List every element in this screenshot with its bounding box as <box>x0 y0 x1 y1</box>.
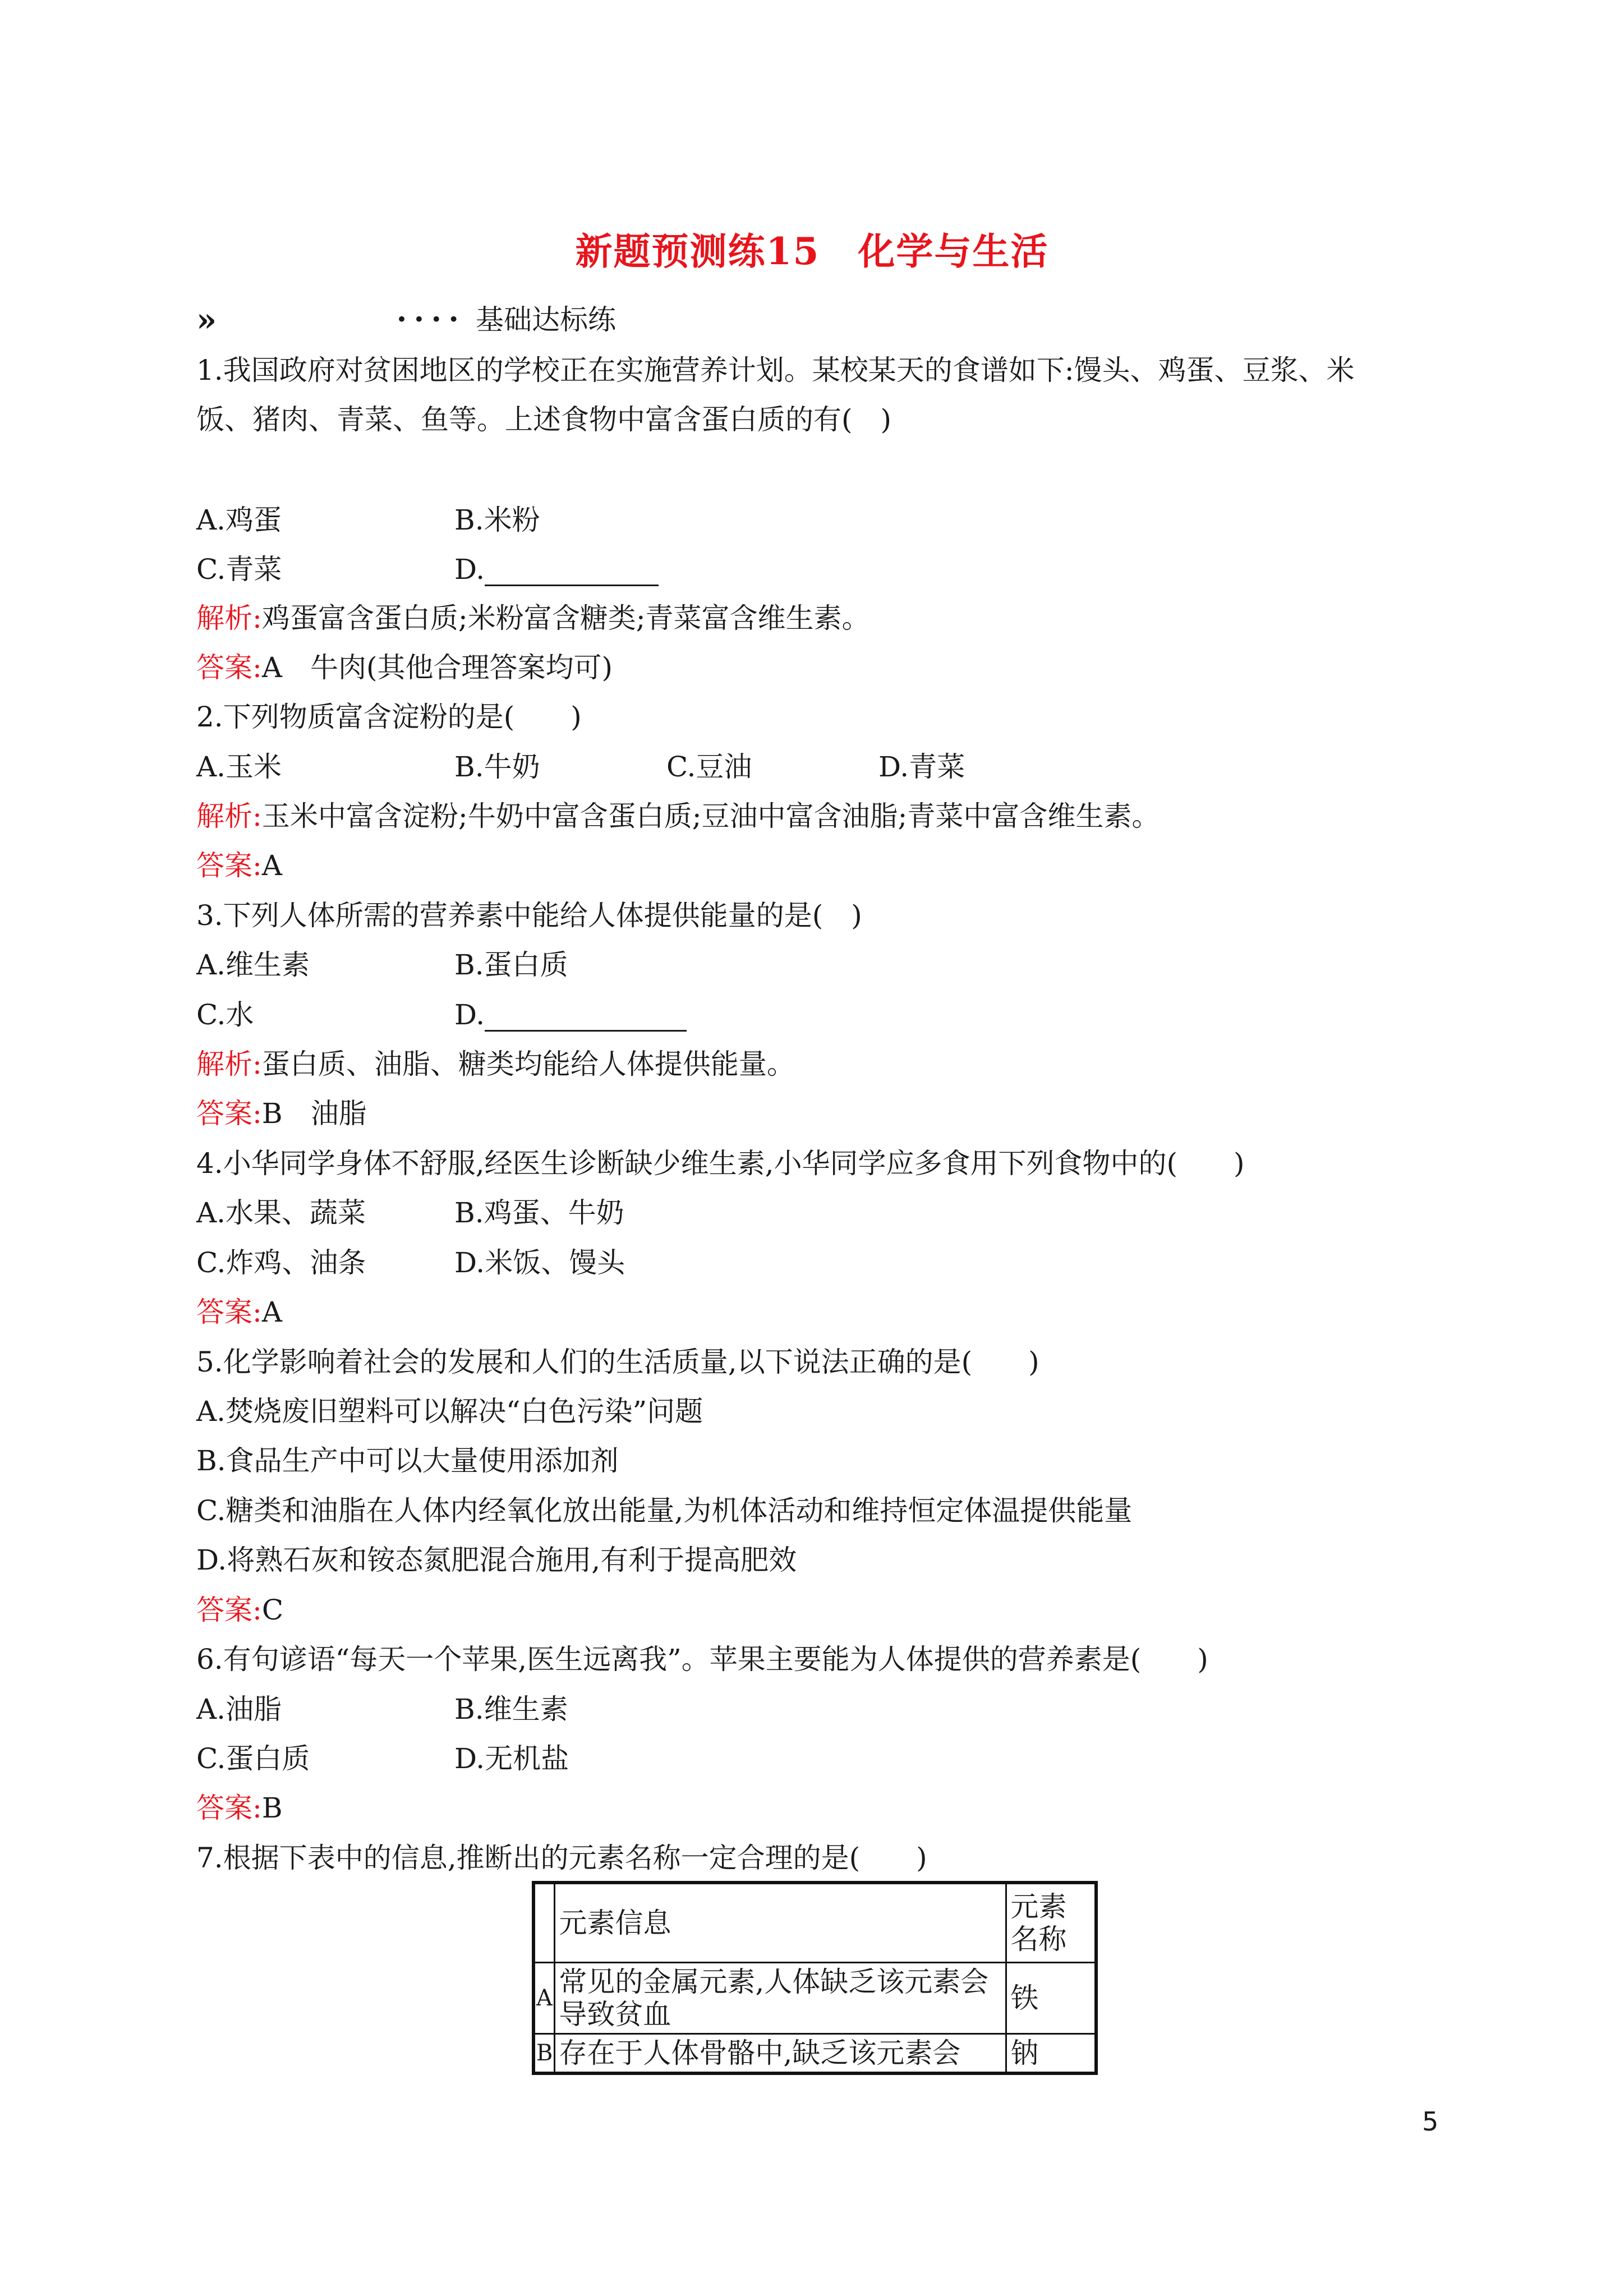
table-header-row <box>533 1883 1096 1963</box>
q5-option-b: B.食品生产中可以大量使用添加剂 <box>196 1444 619 1477</box>
q1-answer-blank <box>485 558 659 586</box>
q2-option-d: D.青菜 <box>878 751 965 783</box>
q5-option-a: A.焚烧废旧塑料可以解决“白色污染”问题 <box>196 1395 703 1428</box>
q4-answer: 答案:A <box>196 1296 282 1328</box>
q3-answer-blank <box>485 1003 687 1032</box>
q3-option-c: C.水 <box>196 999 254 1031</box>
q4-option-b: B.鸡蛋、牛奶 <box>454 1197 624 1229</box>
table-row-name: 铁 <box>1006 1963 1097 2034</box>
section-label: 基础达标练 <box>476 303 616 336</box>
q2-answer: 答案:A <box>196 849 282 882</box>
q3-option-b: B.蛋白质 <box>454 949 568 981</box>
q6-option-d: D.无机盐 <box>454 1742 569 1775</box>
q5-option-d: D.将熟石灰和铵态氮肥混合施用,有利于提高肥效 <box>196 1544 797 1576</box>
q2-stem: 2.下列物质富含淀粉的是( ) <box>196 701 582 733</box>
q1-option-a: A.鸡蛋 <box>196 504 282 536</box>
q1-answer: 答案:A 牛肉(其他合理答案均可) <box>196 651 613 684</box>
table-row-info: 存在于人体骨骼中,缺乏该元素会 <box>555 2034 1006 2074</box>
q6-option-c: C.蛋白质 <box>196 1742 310 1775</box>
table-header-info: 元素信息 <box>555 1883 1006 1963</box>
q6-answer: 答案:B <box>196 1792 283 1824</box>
section-dots: • • • • <box>396 309 459 331</box>
q1-option-c: C.青菜 <box>196 553 282 586</box>
q4-option-d: D.米饭、馒头 <box>454 1246 625 1279</box>
table-row-info: 常见的金属元素,人体缺乏该元素会导致贫血 <box>555 1963 1006 2034</box>
page-title: 新题预测练15 化学与生活 <box>575 229 1049 273</box>
table-row-key: B <box>533 2034 555 2074</box>
q3-option-d: D. <box>454 998 687 1032</box>
q5-stem: 5.化学影响着社会的发展和人们的生活质量,以下说法正确的是( ) <box>196 1346 1039 1378</box>
q3-stem: 3.下列人体所需的营养素中能给人体提供能量的是( ) <box>196 899 862 932</box>
q1-analysis: 解析:鸡蛋富含蛋白质;米粉富含糖类;青菜富含维生素。 <box>196 602 870 634</box>
q2-option-c: C.豆油 <box>666 751 752 783</box>
q4-option-a: A.水果、蔬菜 <box>196 1197 366 1229</box>
q2-analysis: 解析:玉米中富含淀粉;牛奶中富含蛋白质;豆油中富含油脂;青菜中富含维生素。 <box>196 800 1160 832</box>
q7-stem: 7.根据下表中的信息,推断出的元素名称一定合理的是( ) <box>196 1842 927 1874</box>
q1-stem-line2: 饭、猪肉、青菜、鱼等。上述食物中富含蛋白质的有( ) <box>196 403 892 436</box>
q3-answer: 答案:B 油脂 <box>196 1097 367 1130</box>
q1-option-d: D. <box>454 553 659 586</box>
table-row-key: A <box>533 1963 555 2034</box>
q1-stem-line1: 1.我国政府对贫困地区的学校正在实施营养计划。某校某天的食谱如下:馒头、鸡蛋、豆浆、米 <box>196 354 1355 386</box>
q4-stem: 4.小华同学身体不舒服,经医生诊断缺少维生素,小华同学应多食用下列食物中的( ) <box>196 1147 1245 1180</box>
table-row-name: 钠 <box>1006 2034 1097 2074</box>
table-header-key <box>533 1883 555 1963</box>
section-header <box>196 301 616 339</box>
q2-option-b: B.牛奶 <box>454 751 540 783</box>
page-number: 5 <box>1422 2106 1439 2137</box>
q2-option-a: A.玉米 <box>196 751 282 783</box>
q6-stem: 6.有句谚语“每天一个苹果,医生远离我”。苹果主要能为人体提供的营养素是( ) <box>196 1643 1208 1676</box>
q5-option-c: C.糖类和油脂在人体内经氧化放出能量,为机体活动和维持恒定体温提供能量 <box>196 1494 1133 1527</box>
q3-analysis: 解析:蛋白质、油脂、糖类均能给人体提供能量。 <box>196 1048 795 1080</box>
q1-option-b: B.米粉 <box>454 504 540 536</box>
q4-option-c: C.炸鸡、油条 <box>196 1246 366 1279</box>
table-header-name: 元素名称 <box>1006 1883 1097 1963</box>
q3-option-a: A.维生素 <box>196 949 310 981</box>
q5-answer: 答案:C <box>196 1594 284 1626</box>
double-chevron-icon: » <box>196 301 214 339</box>
q6-option-a: A.油脂 <box>196 1693 282 1726</box>
table-row <box>533 2034 1096 2074</box>
element-info-table <box>532 1881 1098 2075</box>
q6-option-b: B.维生素 <box>454 1693 568 1726</box>
table-row <box>533 1963 1096 2034</box>
